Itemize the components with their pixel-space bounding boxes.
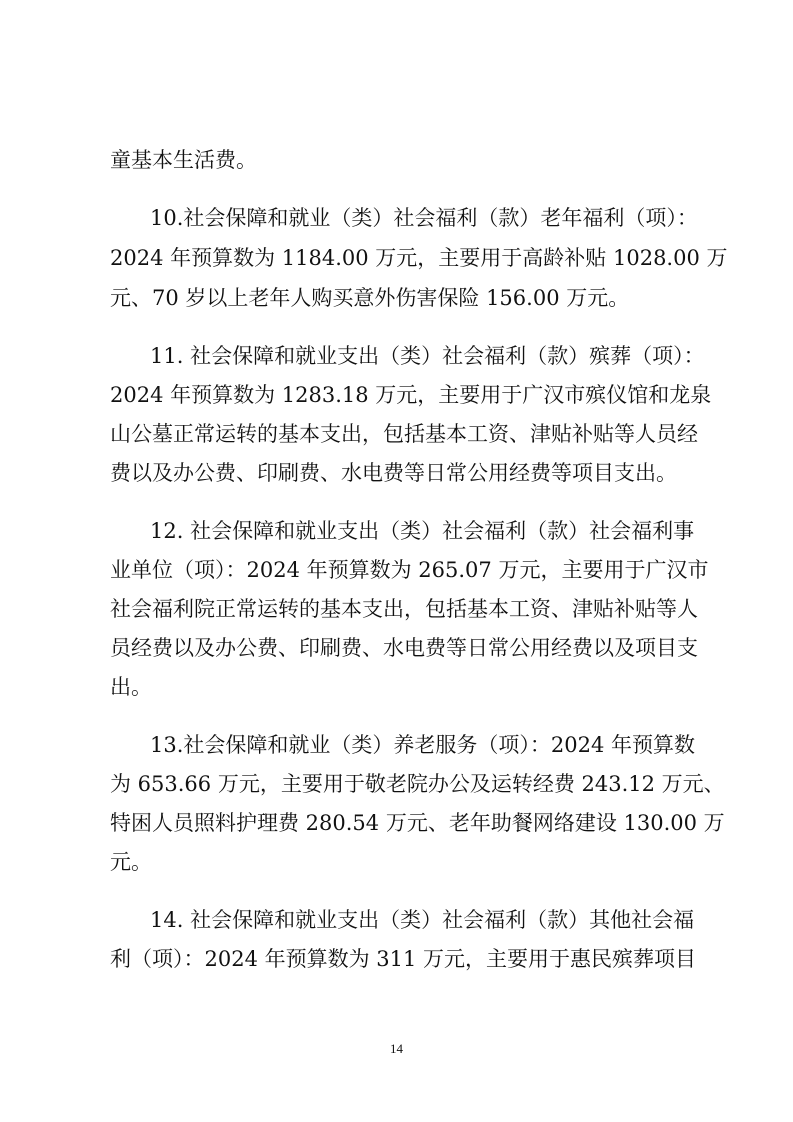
text-line: 13.社会保障和就业（类）养老服务（项）：2024 年预算数 xyxy=(150,733,696,757)
text-line: 业单位（项）：2024 年预算数为 265.07 万元，主要用于广汉市 xyxy=(110,558,709,582)
text-line: 11. 社会保障和就业支出（类）社会福利（款）殡葬（项）： xyxy=(150,344,705,368)
text-line: 特困人员照料护理费 280.54 万元、老年助餐网络建设 130.00 万 xyxy=(110,811,725,835)
text-line: 童基本生活费。 xyxy=(110,148,257,172)
text-line: 利（项）：2024 年预算数为 311 万元，主要用于惠民殡葬项目 xyxy=(110,947,697,971)
text-line: 社会福利院正常运转的基本支出，包括基本工资、津贴补贴等人 xyxy=(110,597,698,621)
text-line: 元。 xyxy=(110,850,152,874)
text-line: 10.社会保障和就业（类）社会福利（款）老年福利（项）： xyxy=(150,206,698,230)
text-line: 2024 年预算数为 1184.00 万元，主要用于高龄补贴 1028.00 万 xyxy=(110,246,728,270)
text-line: 12. 社会保障和就业支出（类）社会福利（款）社会福利事 xyxy=(150,519,695,543)
text-line: 山公墓正常运转的基本支出，包括基本工资、津贴补贴等人员经 xyxy=(110,422,698,446)
text-line: 员经费以及办公费、印刷费、水电费等日常公用经费以及项目支 xyxy=(110,636,698,660)
text-line: 出。 xyxy=(110,675,152,699)
text-line: 元、70 岁以上老年人购买意外伤害保险 156.00 万元。 xyxy=(110,286,630,310)
page-number: 14 xyxy=(390,1041,403,1056)
text-line: 为 653.66 万元，主要用于敬老院办公及运转经费 243.12 万元、 xyxy=(110,772,725,796)
text-line: 14. 社会保障和就业支出（类）社会福利（款）其他社会福 xyxy=(150,908,695,932)
text-line: 费以及办公费、印刷费、水电费等日常公用经费等项目支出。 xyxy=(110,461,677,485)
text-line: 2024 年预算数为 1283.18 万元，主要用于广汉市殡仪馆和龙泉 xyxy=(110,383,712,407)
